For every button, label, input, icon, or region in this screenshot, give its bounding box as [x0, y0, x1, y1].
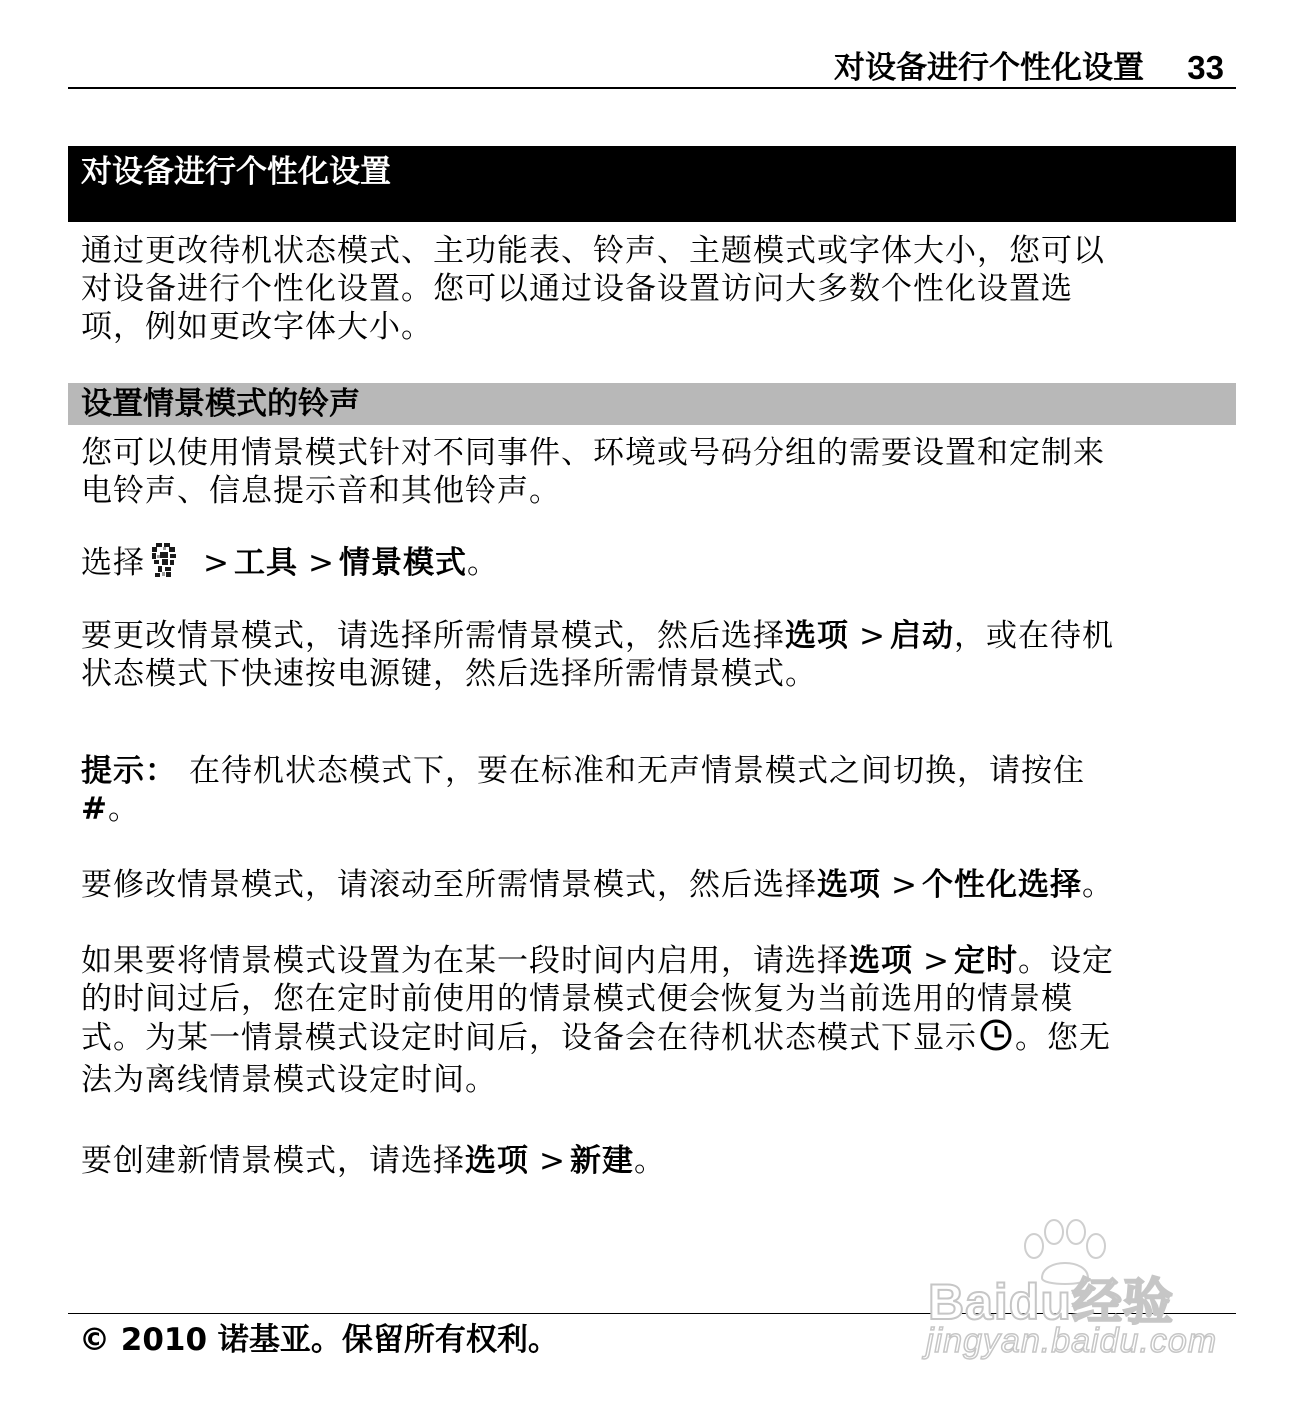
paragraph-line	[81, 790, 1231, 828]
header-rule	[68, 87, 1236, 89]
options-label: 选项	[465, 1143, 529, 1179]
timed-label: 定时	[953, 943, 1018, 979]
line-end: 。	[466, 545, 499, 581]
text-run: 要更改情景模式，请选择所需情景模式，然后选择	[81, 618, 785, 654]
watermark-brand: Baidu经验	[928, 1274, 1174, 1330]
intro-line: 通过更改待机状态模式、主功能表、铃声、主题模式或字体大小，您可以	[81, 233, 1105, 269]
paragraph-line	[81, 1018, 1231, 1061]
watermark-url: jingyan.baidu.com	[926, 1322, 1218, 1360]
select-path-line	[81, 541, 1231, 588]
new-label: 新建	[569, 1143, 634, 1179]
ringtone-paragraph	[81, 434, 1231, 510]
running-header-title: 对设备进行个性化设置	[834, 50, 1144, 86]
copyright-footer: © 2010 诺基亚。保留所有权利。	[79, 1322, 559, 1358]
line-end: 。	[107, 791, 140, 827]
section-title: 对设备进行个性化设置	[81, 154, 391, 190]
settings-menu-icon	[149, 541, 179, 588]
change-profile-paragraph	[81, 617, 1231, 693]
text-run: 要创建新情景模式，请选择	[81, 1143, 465, 1179]
clock-icon	[979, 1018, 1013, 1061]
baidu-watermark	[920, 1218, 1230, 1368]
paragraph-line	[81, 942, 1231, 980]
subsection-title: 设置情景模式的铃声	[81, 386, 360, 422]
intro-line: 项，例如更改字体大小。	[81, 309, 433, 345]
section-title-bar	[68, 146, 1236, 222]
text-run: 要修改情景模式，请滚动至所需情景模式，然后选择	[81, 867, 817, 903]
intro-paragraph	[81, 232, 1231, 346]
path-separator: >	[307, 545, 335, 581]
activate-label: 启动	[889, 618, 954, 654]
text-run: 式。为某一情景模式设定时间后，设备会在待机状态模式下显示	[81, 1020, 977, 1056]
paragraph-line: 状态模式下快速按电源键，然后选择所需情景模式。	[81, 656, 817, 692]
personalise-label: 个性化选择	[921, 867, 1082, 903]
path-separator: >	[923, 943, 950, 979]
path-separator: >	[891, 867, 918, 903]
paragraph-line	[81, 752, 1231, 790]
page-number: 33	[1187, 49, 1224, 86]
tip-label: 提示：	[81, 753, 177, 789]
tip-text: 在待机状态模式下，要在标准和无声情景模式之间切换，请按住	[189, 753, 1085, 789]
paragraph-line	[81, 617, 1231, 655]
intro-line: 对设备进行个性化设置。您可以通过设备设置访问大多数个性化设置选	[81, 271, 1073, 307]
edit-profile-paragraph	[81, 866, 1231, 904]
menu-item-tools: 工具	[233, 545, 298, 581]
paragraph-line: 电铃声、信息提示音和其他铃声。	[81, 473, 561, 509]
text-run: 。设定	[1017, 943, 1114, 979]
path-separator: >	[203, 545, 230, 581]
line-end: 。	[633, 1143, 666, 1179]
paragraph-line: 您可以使用情景模式针对不同事件、环境或号码分组的需要设置和定制来	[81, 435, 1105, 471]
text-run: 。您无	[1015, 1020, 1111, 1056]
text-run: ，或在待机	[953, 618, 1114, 654]
path-separator: >	[859, 618, 886, 654]
text-run: 如果要将情景模式设置为在某一段时间内启用，请选择	[81, 943, 849, 979]
line-end: 。	[1081, 867, 1114, 903]
menu-item-profiles: 情景模式	[338, 545, 467, 581]
timed-profile-paragraph	[81, 942, 1231, 1099]
hash-key: #	[81, 791, 108, 827]
options-label: 选项	[817, 867, 881, 903]
subsection-title-bar	[68, 383, 1236, 425]
options-label: 选项	[849, 943, 913, 979]
new-profile-paragraph	[81, 1142, 1231, 1180]
tip-paragraph	[81, 752, 1231, 828]
options-label: 选项	[785, 618, 849, 654]
paragraph-line: 法为离线情景模式设定时间。	[81, 1062, 497, 1098]
path-separator: >	[539, 1143, 566, 1179]
select-prefix: 选择	[81, 545, 145, 581]
paragraph-line: 的时间过后，您在定时前使用的情景模式便会恢复为当前选用的情景模	[81, 981, 1073, 1017]
